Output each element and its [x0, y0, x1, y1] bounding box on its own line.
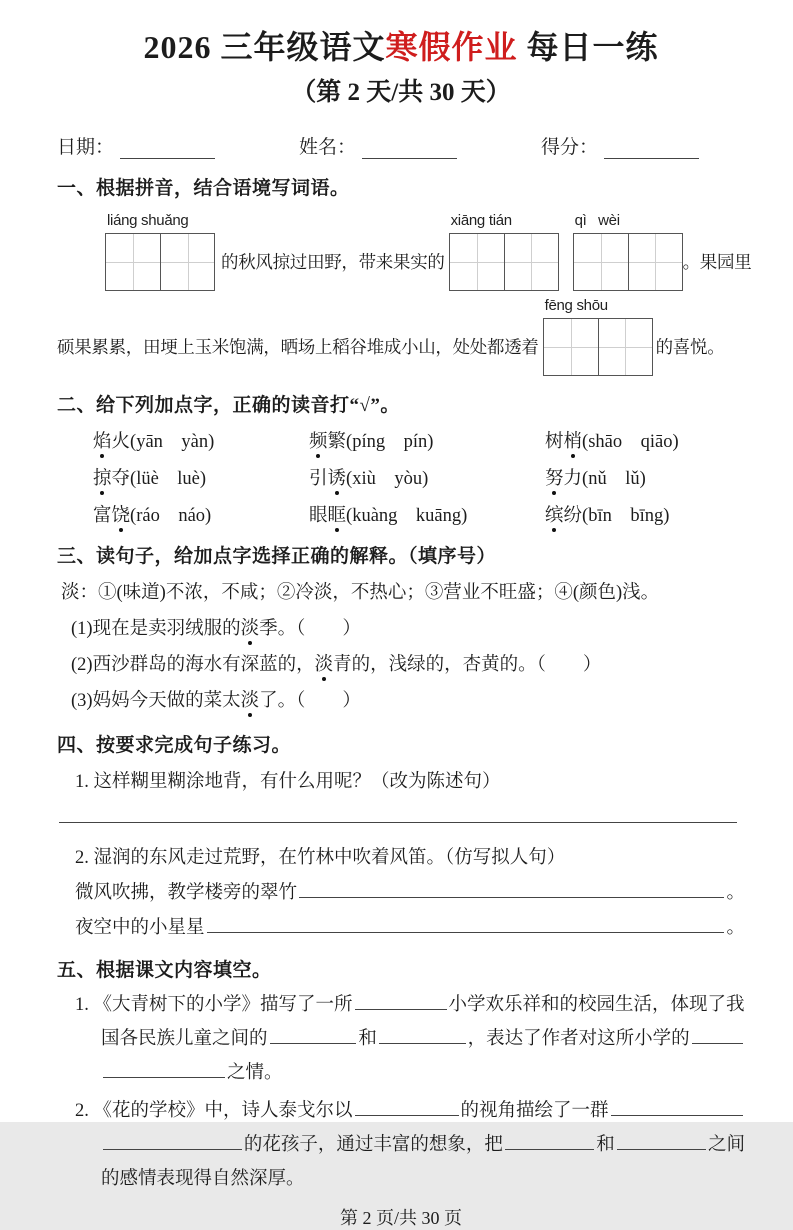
- section-two-heading: 二、给下列加点字，正确的读音打“√”。: [57, 395, 400, 417]
- writing-cell[interactable]: [574, 234, 628, 290]
- pinyin-options[interactable]: (yān yàn): [130, 432, 215, 453]
- pinyin-options[interactable]: (shāo qiāo): [582, 432, 679, 453]
- section-four-heading: 四、按要求完成句子练习。: [57, 735, 292, 757]
- writing-cell[interactable]: [450, 234, 504, 290]
- pinyin-grid-liangshuang: [105, 212, 215, 291]
- score-field: [541, 132, 745, 159]
- title-suffix: 每日一练: [517, 29, 659, 65]
- word-pre: 眼: [309, 506, 328, 527]
- word-dotted-char: 梢: [564, 427, 583, 453]
- sentence-pre: 妈妈今天做的菜太: [92, 691, 241, 712]
- fill-text: 的视角描绘了一群: [460, 1101, 609, 1122]
- page-subtitle: （第 2 天/共 30 天）: [291, 79, 511, 107]
- pinyin-grid-fengshou: [543, 297, 653, 376]
- word-dotted-char: 缤: [545, 501, 564, 527]
- passage-item-2-line-1: [57, 1096, 745, 1122]
- sentence-dotted-char: 淡: [241, 614, 260, 640]
- pinyin-options[interactable]: (xiù yòu): [346, 469, 429, 490]
- meaning-item: [57, 650, 745, 676]
- answer-parens[interactable]: （ ）: [536, 655, 602, 676]
- item-number: (2): [71, 655, 93, 676]
- info-row: [57, 132, 745, 159]
- passage-item-1-line-2: [57, 1024, 745, 1050]
- pinyin-options[interactable]: (bīn bīng): [582, 506, 670, 527]
- pinyin-options[interactable]: (nǔ lǔ): [582, 469, 646, 490]
- name-label: 姓名：: [299, 137, 357, 159]
- sentence-dotted-char: 淡: [315, 650, 334, 676]
- meaning-item: [57, 686, 745, 712]
- page-number: 第 2 页/共 30 页: [339, 1208, 462, 1229]
- word-post: 力: [563, 469, 583, 490]
- fill-blank[interactable]: [692, 1041, 743, 1044]
- sentence-text: 。果园里: [682, 252, 752, 273]
- sentence-dotted-char: 淡: [241, 686, 260, 712]
- score-input-blank[interactable]: [604, 156, 699, 159]
- fill-blank[interactable]: [611, 1113, 743, 1116]
- pronunciation-item[interactable]: [93, 501, 309, 527]
- fill-text: 的感情表现得自然深厚。: [101, 1169, 305, 1190]
- fill-text: ，表达了作者对这所小学的: [467, 1029, 690, 1050]
- word-dotted-char: 饶: [112, 501, 131, 527]
- sentence-post: 了。: [259, 691, 297, 712]
- pronunciation-item[interactable]: [309, 501, 545, 527]
- pronunciation-item[interactable]: [93, 427, 309, 453]
- sentence-text: 硕果累累，田埂上玉米饱满，晒场上稻谷堆成小山，处处都透着: [57, 337, 539, 358]
- answer-parens[interactable]: （ ）: [296, 619, 361, 640]
- pinyin-grid-xiangtian: [449, 212, 559, 291]
- word-post: 繁: [327, 432, 347, 453]
- answer-line-blank[interactable]: [59, 821, 737, 823]
- question-1: 1. 这样糊里糊涂地背，有什么用呢？（改为陈述句）: [75, 772, 501, 793]
- writing-grid[interactable]: [543, 318, 653, 376]
- title-highlight: 寒假作业: [385, 29, 518, 65]
- question-2: 2. 湿润的东风走过荒野，在竹林中吹着风笛。（仿写拟人句）: [75, 848, 566, 869]
- item-number: (3): [71, 691, 93, 712]
- definition-line: 淡：①(味道)不浓，不咸；②冷淡，不热心；③营业不旺盛；④(颜色)浅。: [61, 583, 660, 604]
- section-one-heading: 一、根据拼音，结合语境写词语。: [57, 178, 350, 200]
- pinyin-label: fēng shōu: [544, 297, 608, 315]
- word-pre: 引: [309, 469, 328, 490]
- sentence-pre: 现在是卖羽绒服的: [92, 619, 241, 640]
- fill-suffix: 。: [726, 883, 745, 904]
- pronunciation-item[interactable]: [93, 464, 309, 490]
- word-dotted-char: 焰: [93, 427, 112, 453]
- fill-blank[interactable]: [617, 1147, 706, 1150]
- fill-text: 《花的学校》中，诗人泰戈尔以: [93, 1101, 353, 1122]
- sentence-pre: 西沙群岛的海水有深蓝的，: [92, 655, 315, 676]
- passage-item-1-line-1: [57, 990, 745, 1016]
- sentence-text: 的喜悦。: [655, 337, 725, 358]
- word-dotted-char: 努: [545, 464, 564, 490]
- passage-item-2-line-2: [57, 1130, 745, 1156]
- writing-grid[interactable]: [449, 233, 559, 291]
- date-label: 日期：: [57, 137, 115, 159]
- title-prefix: 2026 三年级语文: [143, 29, 386, 65]
- writing-cell[interactable]: [504, 234, 558, 290]
- fill-blank[interactable]: [355, 1007, 447, 1010]
- question-2b: [57, 913, 745, 939]
- passage-item-1-line-3: [57, 1058, 745, 1084]
- name-field: [299, 132, 541, 159]
- score-label: 得分：: [541, 137, 599, 159]
- word-dotted-char: 诱: [328, 464, 347, 490]
- pinyin-options[interactable]: (lüè luè): [130, 469, 207, 490]
- word-dotted-char: 眶: [328, 501, 347, 527]
- word-post: 纷: [563, 506, 583, 527]
- fill-prefix: 夜空中的小星星: [75, 918, 205, 939]
- page-title: [57, 28, 745, 66]
- pronunciation-item[interactable]: [309, 427, 545, 453]
- passage-item-2-line-3: [57, 1164, 745, 1190]
- fill-text: 和: [358, 1029, 377, 1050]
- fill-blank[interactable]: [355, 1113, 459, 1116]
- meaning-item: [57, 614, 745, 640]
- word-dotted-char: 掠: [93, 464, 112, 490]
- fill-blank[interactable]: [505, 1147, 594, 1150]
- pinyin-label: qì wèi: [574, 212, 620, 230]
- writing-cell[interactable]: [106, 234, 160, 290]
- pronunciation-item[interactable]: [545, 464, 745, 490]
- writing-grid[interactable]: [105, 233, 215, 291]
- fill-text: 和: [596, 1135, 615, 1156]
- fill-prefix: 微风吹拂，教学楼旁的翠竹: [75, 883, 298, 904]
- pinyin-label: liáng shuǎng: [107, 212, 189, 230]
- fill-text: 的花孩子，通过丰富的想象，把: [243, 1135, 503, 1156]
- fill-blank[interactable]: [379, 1041, 466, 1044]
- writing-cell[interactable]: [628, 234, 682, 290]
- writing-grid[interactable]: [573, 233, 683, 291]
- fill-text: 之情。: [227, 1063, 283, 1084]
- pronunciation-item[interactable]: [545, 501, 745, 527]
- writing-cell[interactable]: [598, 319, 652, 375]
- fill-text: 国各民族儿童之间的: [101, 1029, 268, 1050]
- word-post: 火: [111, 432, 131, 453]
- date-input-blank[interactable]: [120, 156, 215, 159]
- item-number: 1.: [75, 995, 89, 1016]
- pronunciation-item[interactable]: [545, 427, 745, 453]
- word-pre: 富: [93, 506, 112, 527]
- pinyin-options[interactable]: (píng pín): [346, 432, 434, 453]
- fill-text: 《大青树下的小学》描写了一所: [93, 995, 353, 1016]
- section-five-heading: 五、根据课文内容填空。: [57, 960, 272, 982]
- pinyin-label: xiāng tián: [450, 212, 512, 230]
- writing-cell[interactable]: [160, 234, 214, 290]
- word-post: 夺: [111, 469, 131, 490]
- pinyin-options[interactable]: (kuàng kuāng): [346, 506, 468, 527]
- section-one-line2: [57, 297, 745, 376]
- fill-text: 小学欢乐祥和的校园生活，体现了我: [448, 995, 745, 1016]
- fill-blank[interactable]: [270, 1041, 357, 1044]
- word-dotted-char: 频: [309, 427, 328, 453]
- item-number: (1): [71, 619, 93, 640]
- item-number: 2.: [75, 1101, 89, 1122]
- answer-parens[interactable]: （ ）: [296, 691, 361, 712]
- name-input-blank[interactable]: [362, 156, 457, 159]
- sentence-text: 的秋风掠过田野，带来果实的: [221, 252, 445, 273]
- question-2a: [57, 878, 745, 904]
- pronunciation-items: [57, 427, 745, 527]
- sentence-post: 季。: [259, 619, 297, 640]
- section-three-heading: 三、读句子，给加点字选择正确的解释。（填序号）: [57, 546, 497, 568]
- sentence-post: 青的，浅绿的，杏黄的。: [333, 655, 537, 676]
- fill-blank[interactable]: [103, 1147, 242, 1150]
- writing-cell[interactable]: [544, 319, 598, 375]
- fill-blank[interactable]: [299, 895, 724, 898]
- pronunciation-item[interactable]: [309, 464, 545, 490]
- date-field: [57, 132, 299, 159]
- fill-blank[interactable]: [103, 1075, 225, 1078]
- pinyin-options[interactable]: (ráo náo): [130, 506, 212, 527]
- word-pre: 树: [545, 432, 564, 453]
- fill-text: 之间: [707, 1135, 745, 1156]
- fill-blank[interactable]: [207, 930, 725, 933]
- pinyin-grid-qiwei: [573, 212, 683, 291]
- fill-suffix: 。: [726, 918, 745, 939]
- section-one-line1: [57, 212, 752, 291]
